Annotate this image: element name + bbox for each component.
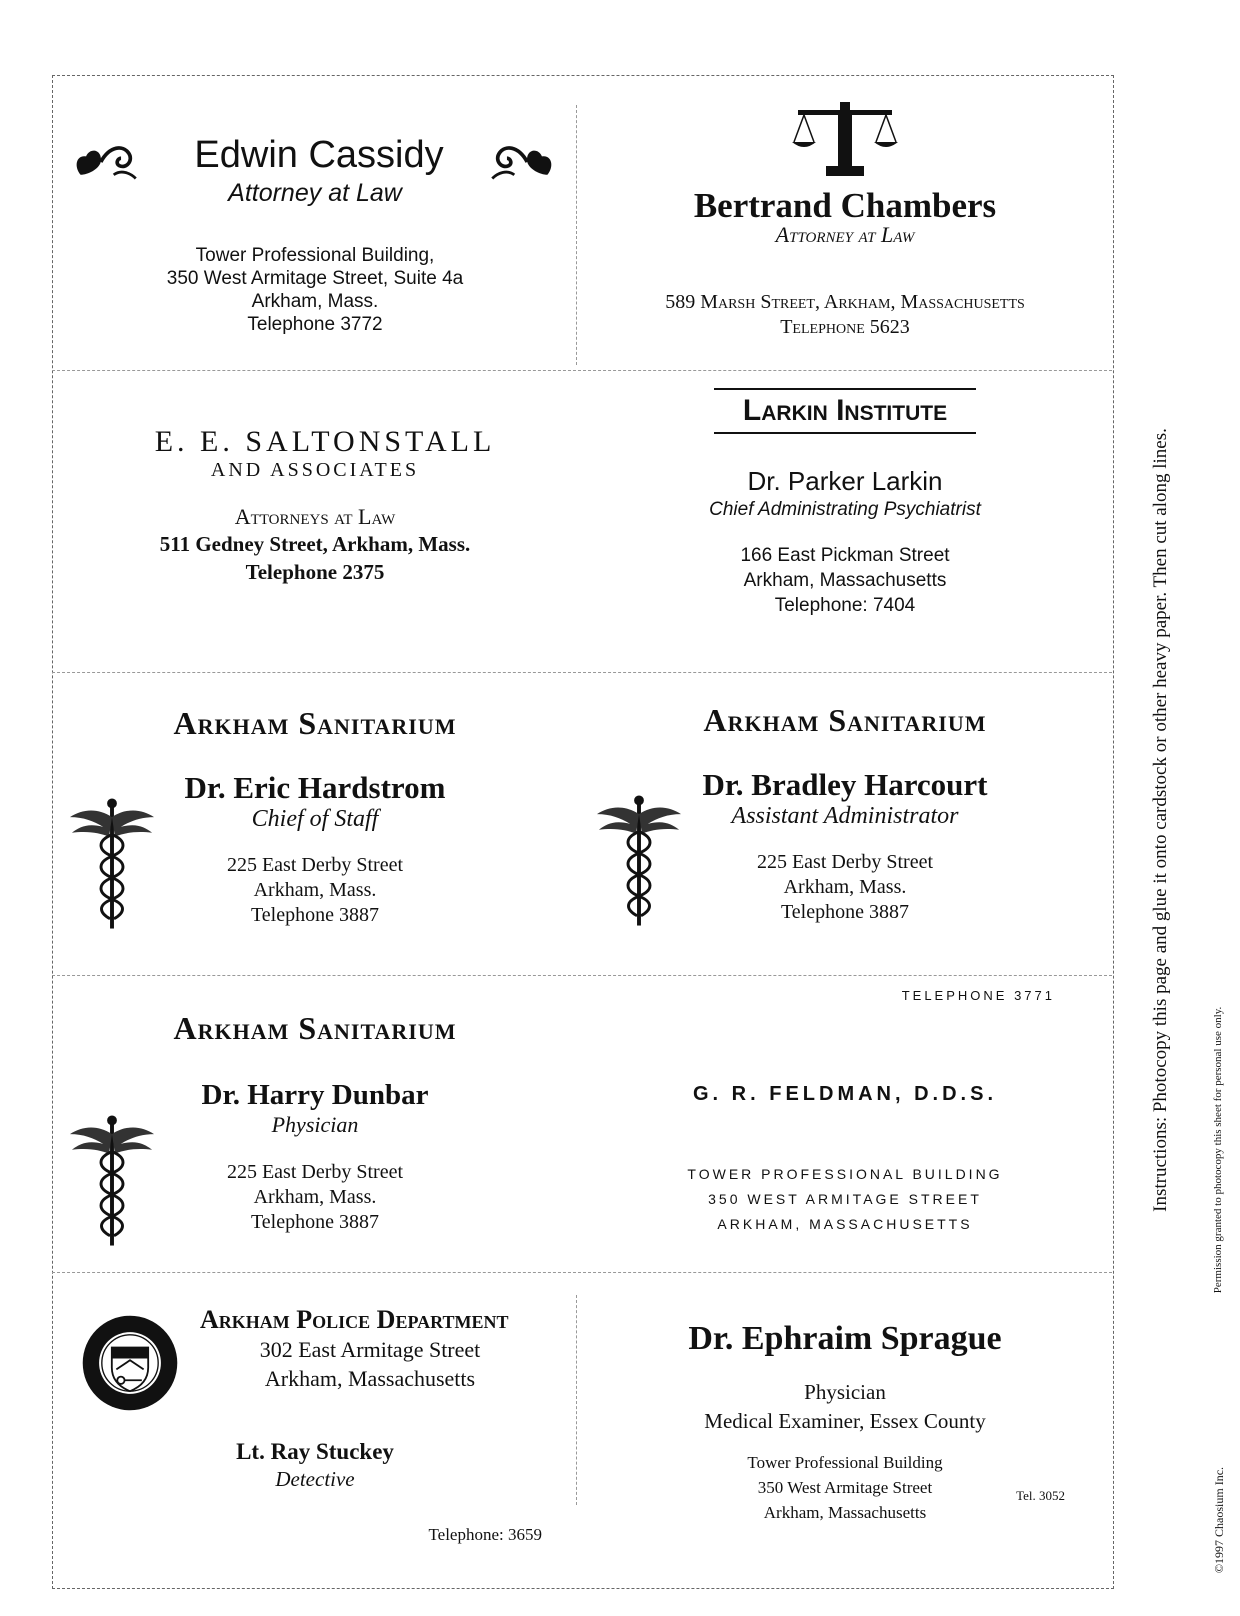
card-telephone: TELEPHONE 3771 [901,988,1055,1003]
card-telephone: Tel. 3052 [1016,1488,1065,1503]
card-name: Bertrand Chambers [693,186,997,225]
police-seal-icon [80,1313,180,1413]
card-name: Dr. Ephraim Sprague [688,1320,1002,1357]
institution-name: Arkham Sanitarium [173,705,457,741]
card-title: Attorney at Law [228,179,402,207]
business-card-harcourt [585,702,1105,964]
address-line: 350 West Armitage Street, Suite 4a [166,268,464,289]
card-subtitle: AND ASSOCIATES [210,459,420,481]
address-line: 166 East Pickman Street [740,545,950,566]
business-card-larkin [585,388,1105,668]
card-title: Attorney at Law [775,222,915,247]
address-line: 225 East Derby Street [756,851,934,873]
address-line: Arkham, Mass. [253,879,377,901]
address-line: 350 WEST ARMITAGE STREET [708,1191,982,1207]
card-title: Attorneys at Law [234,504,396,529]
card-title: Physician [804,1380,886,1404]
institution-name: Arkham Police Department [200,1305,509,1334]
business-card-feldman [585,988,1105,1270]
card-title: Chief Administrating Psychiatrist [709,499,981,520]
card-title: Physician [271,1112,359,1137]
heart-flourish-icon [480,138,556,184]
address-line: 302 East Armitage Street [259,1337,481,1362]
business-card-dunbar [60,1010,570,1272]
business-card-hardstrom [60,705,570,967]
business-card-stuckey [60,1305,570,1555]
card-name: G. R. FELDMAN, D.D.S. [693,1083,997,1105]
card-name: Dr. Parker Larkin [747,466,943,496]
card-name: Dr. Eric Hardstrom [184,770,446,805]
card-titles [585,1378,1105,1436]
card-title: Medical Examiner, Essex County [704,1409,986,1433]
caduceus-icon [68,1112,156,1250]
card-address [585,1162,1105,1237]
address-line: Telephone 3887 [250,1211,379,1233]
card-telephone: Telephone: 3659 [428,1525,542,1544]
institution-name: Arkham Sanitarium [173,1010,457,1046]
institution-name: Larkin Institute [742,394,948,427]
caduceus-icon [68,795,156,933]
card-address [60,244,570,336]
heart-flourish-icon [72,138,148,184]
card-address [585,290,1105,340]
card-name: E. E. SALTONSTALL [154,425,496,458]
address-line: Arkham, Mass. [783,876,907,898]
institution-banner [714,388,976,434]
card-address [585,543,1105,618]
address-line: 225 East Derby Street [226,854,404,876]
address-line: Telephone 3887 [250,904,379,926]
scales-of-justice-icon [790,100,900,180]
address-line: 350 West Armitage Street [757,1478,933,1497]
card-title: Chief of Staff [251,806,379,832]
card-name: Dr. Harry Dunbar [201,1079,429,1111]
address-line: ARKHAM, MASSACHUSETTS [717,1216,973,1232]
address-line: 511 Gedney Street, Arkham, Mass. [159,532,471,556]
permission-text: Permission granted to photocopy this sheet for personal use only. [1212,1006,1224,1294]
business-card-saltonstall [60,425,570,665]
horizontal-cut-line [52,672,1112,673]
address-line: Tower Professional Building [747,1453,943,1472]
address-line: Telephone 2375 [245,560,385,584]
address-line: TOWER PROFESSIONAL BUILDING [687,1166,1003,1182]
card-name: Dr. Bradley Harcourt [702,767,988,802]
address-line: Arkham, Massachusetts [743,570,947,591]
business-card-cassidy [60,120,570,370]
address-line: 589 Marsh Street, Arkham, Massachusetts [665,291,1025,313]
business-card-chambers [585,100,1105,368]
copyright-text: ©1997 Chaosium Inc. [1212,1466,1226,1574]
address-line: Telephone 3887 [780,901,909,923]
horizontal-cut-line [52,975,1112,976]
horizontal-cut-line [52,370,1112,371]
address-line: Arkham, Massachusetts [763,1503,927,1522]
address-line: Arkham, Massachusetts [264,1366,476,1391]
caduceus-icon [595,792,683,930]
instructions-text: Instructions: Photocopy this page and glue it onto cardstock or other heavy paper. Then cut along lines. [1150,428,1171,1212]
horizontal-cut-line [52,1272,1112,1273]
card-title: Detective [275,1467,355,1491]
business-card-sprague [585,1320,1105,1560]
address-line: Telephone 3772 [247,314,383,335]
institution-name: Arkham Sanitarium [703,702,987,738]
address-line: Arkham, Mass. [251,291,379,312]
address-line: Arkham, Mass. [253,1186,377,1208]
card-address [60,530,570,586]
address-line: 225 East Derby Street [226,1161,404,1183]
card-name: Edwin Cassidy [194,134,444,176]
vertical-cut-line [576,1295,577,1505]
address-line: Telephone: 7404 [774,595,916,616]
card-name: Lt. Ray Stuckey [236,1439,394,1464]
address-line: Telephone 5623 [780,316,910,338]
vertical-cut-line [576,105,577,365]
card-title: Assistant Administrator [731,803,959,829]
address-line: Tower Professional Building, [195,245,435,266]
